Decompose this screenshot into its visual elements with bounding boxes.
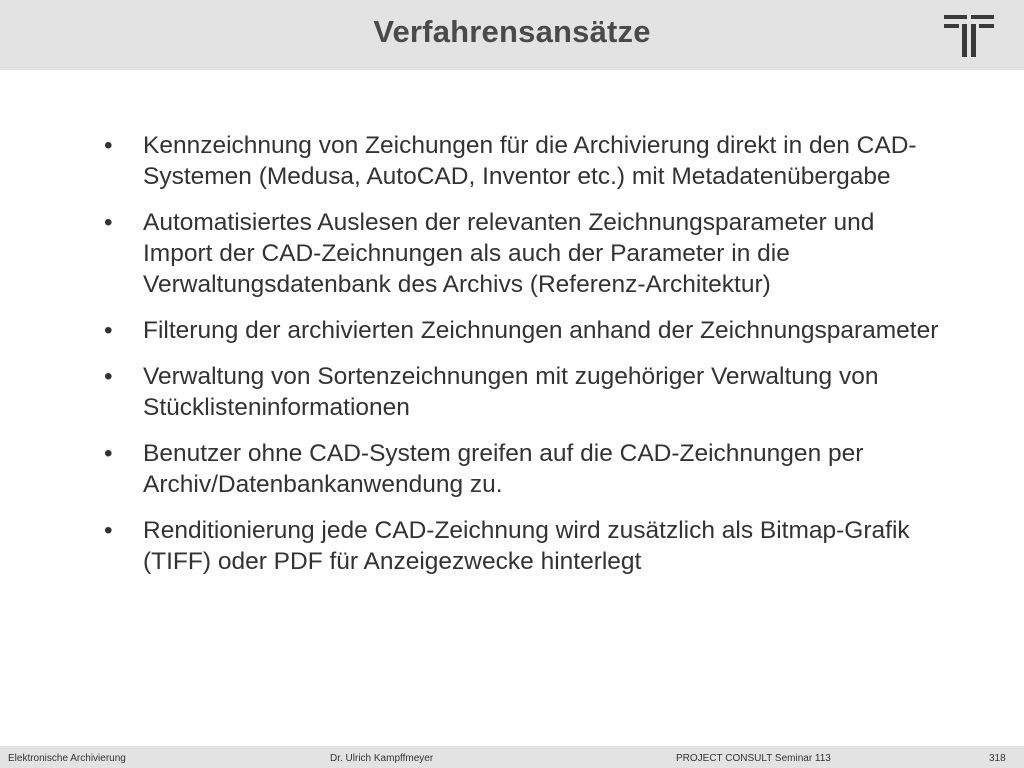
list-item (104, 130, 944, 192)
project-consult-logo-icon (944, 15, 994, 57)
list-item (104, 438, 944, 500)
bullet-text: Benutzer ohne CAD-System greifen auf die CAD-Zeichnungen per Archiv/Datenbankanwendung zu. (143, 440, 864, 498)
list-item (104, 207, 944, 300)
footer-seminar: PROJECT CONSULT Seminar 113 (676, 753, 831, 764)
slide-footer (0, 746, 1024, 768)
bullet-list (104, 130, 944, 592)
slide-title: Verfahrensansätze (373, 14, 651, 49)
list-item (104, 361, 944, 423)
bullet-marker: • (104, 440, 113, 467)
bullet-marker: • (104, 209, 113, 236)
bullet-text: Kennzeichnung von Zeichungen für die Archivierung direkt in den CAD-Systemen (Medusa, AutoCAD, Inventor etc.) mit Metadatenübergabe (143, 132, 917, 190)
list-item (104, 315, 944, 346)
bullet-text: Automatisiertes Auslesen der relevanten Zeichnungsparameter und Import der CAD-Zeichnungen als auch der Parameter in die Verwaltungsdatenbank des Archivs (Referenz-Architektur) (143, 209, 875, 298)
slide-header (0, 0, 1024, 70)
bullet-text: Verwaltung von Sortenzeichnungen mit zugehöriger Verwaltung von Stücklisteninformationen (143, 363, 879, 421)
bullet-marker: • (104, 317, 113, 344)
footer-course-title: Elektronische Archivierung (8, 753, 126, 764)
bullet-text: Filterung der archivierten Zeichnungen anhand der Zeichnungsparameter (143, 317, 939, 344)
footer-page-number: 318 (989, 753, 1006, 764)
bullet-text: Renditionierung jede CAD-Zeichnung wird zusätzlich als Bitmap-Grafik (TIFF) oder PDF für Anzeigezwecke hinterlegt (143, 517, 910, 575)
list-item (104, 515, 944, 577)
bullet-marker: • (104, 363, 113, 390)
footer-author: Dr. Ulrich Kampffmeyer (330, 753, 434, 764)
bullet-marker: • (104, 132, 113, 159)
bullet-marker: • (104, 517, 113, 544)
